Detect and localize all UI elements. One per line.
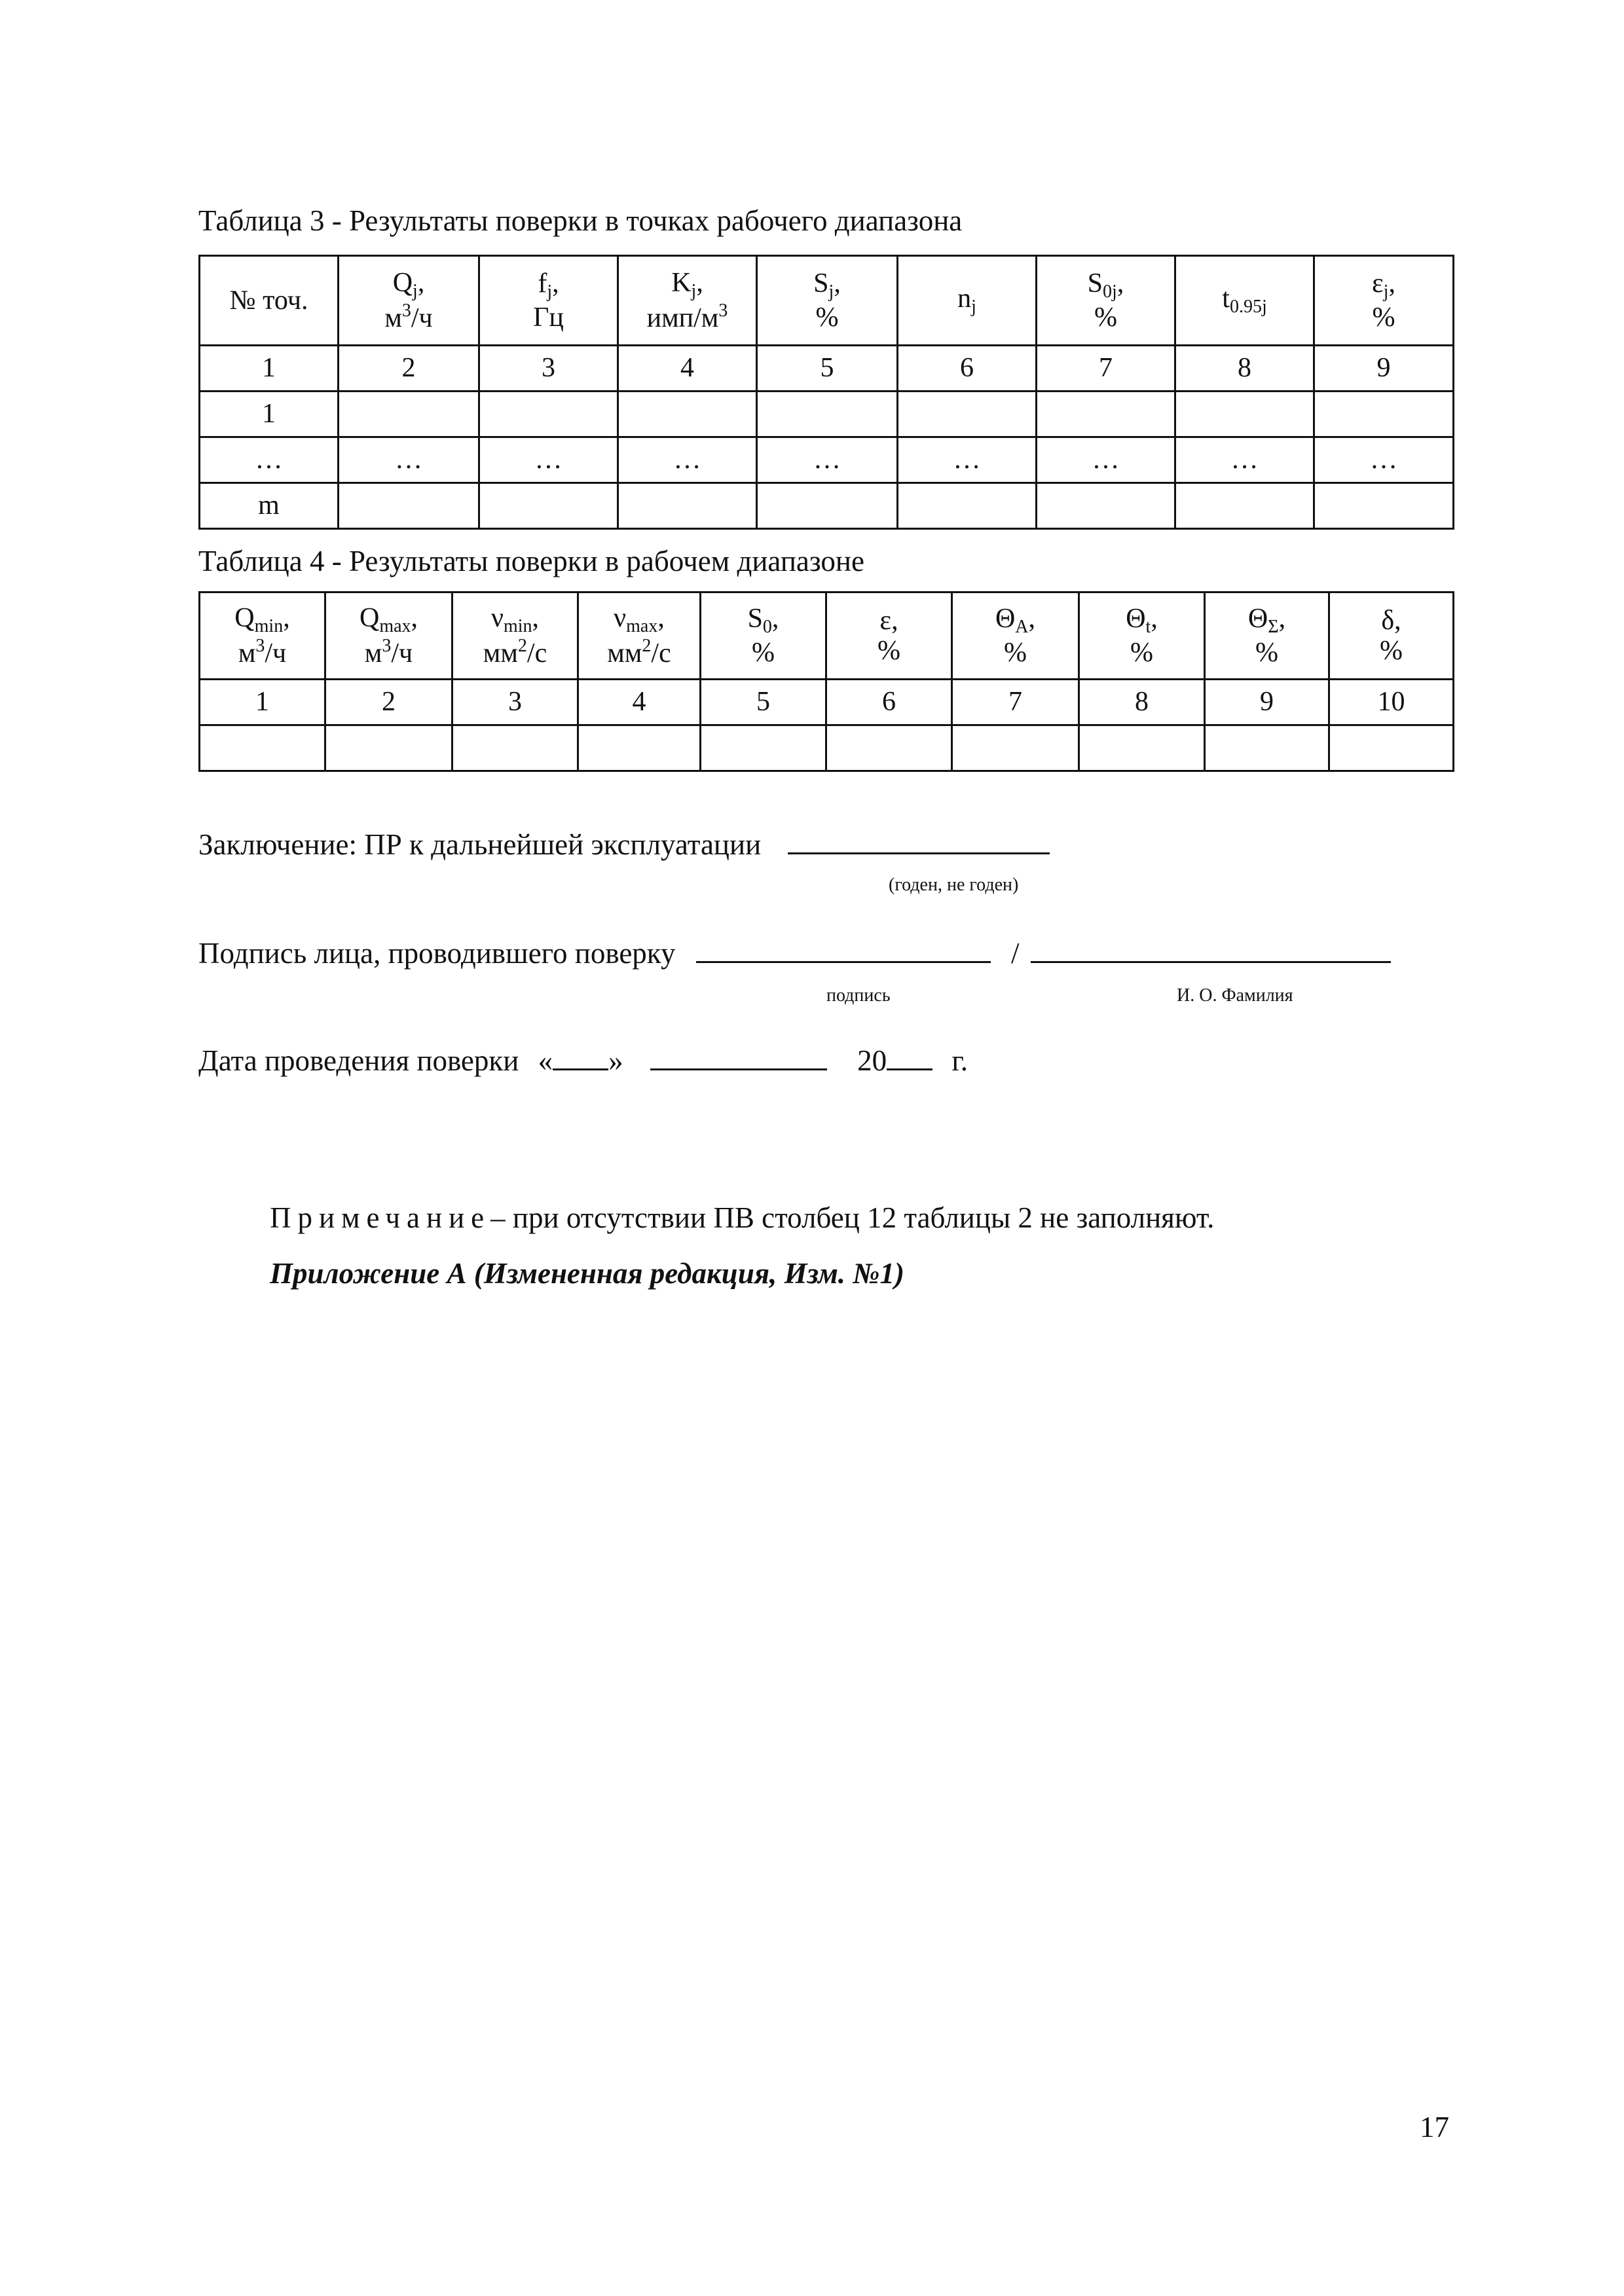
table-row [200,392,1454,437]
conclusion-label: Заключение: ПР к дальнейшей эксплуатации [198,828,762,861]
table4-header-cell [1205,592,1329,680]
date-open-quote: « [538,1044,553,1077]
header-unit [200,636,324,668]
header-symbol-subscript: t [1145,617,1151,637]
table3-header-cell [757,256,898,346]
header-unit-tail: /ч [265,638,287,669]
header-symbol-comma: , [1116,268,1124,299]
table-cell[interactable]: … [479,437,618,483]
header-symbol [326,603,451,637]
header-unit [326,636,451,668]
date-century: 20 [857,1044,887,1077]
header-unit [1037,302,1174,333]
header-symbol-comma: , [771,604,779,634]
table-cell[interactable] [618,483,757,529]
header-unit-superscript: 3 [382,636,392,657]
table-cell[interactable]: m [200,483,339,529]
header-unit-text: % [752,637,775,668]
name-blank[interactable] [1031,939,1391,963]
table3-body [200,392,1454,529]
header-unit-text: % [1094,302,1117,333]
header-symbol-subscript: 0j [1103,282,1117,302]
table4-header-cell [1329,592,1454,680]
column-number-cell: 3 [479,346,618,392]
signature-blank[interactable] [696,939,991,963]
header-symbol-main: K [671,267,692,298]
table-cell[interactable]: … [339,437,479,483]
table3-column-numbers-row [200,346,1454,392]
table-cell[interactable]: … [898,437,1037,483]
table4-body [200,725,1454,771]
header-symbol [1206,604,1328,638]
table-cell[interactable] [1314,392,1454,437]
table4-column-numbers-row [200,680,1454,725]
header-symbol-subscript: max [626,615,658,636]
header-symbol [1176,283,1313,318]
conclusion-blank[interactable] [788,830,1050,854]
header-symbol-main: № точ. [229,285,308,316]
table4-header-cell [826,592,952,680]
appendix-revision-note: Приложение А (Измененная редакция, Изм. №1) [270,1257,904,1290]
date-label: Дата проведения поверки [198,1044,519,1077]
table3-header-row [200,256,1454,346]
signature-line [198,939,1391,968]
table-cell[interactable] [898,483,1037,529]
table-cell[interactable] [618,392,757,437]
column-number-cell: 5 [757,346,898,392]
header-symbol-subscript: min [254,615,284,636]
header-unit [339,301,478,333]
column-number-cell: 8 [1175,346,1314,392]
header-symbol-main: Θ [1247,604,1268,634]
header-symbol-subscript: j [691,280,697,301]
column-number-cell: 9 [1205,680,1329,725]
header-symbol [701,604,825,638]
header-symbol-main: S [813,268,829,299]
table-cell[interactable]: … [200,437,339,483]
note [270,1203,1214,1233]
header-symbol-main: Θ [1126,604,1146,634]
header-unit-text: мм [607,638,642,669]
header-symbol-main: S [1087,268,1103,299]
table-cell[interactable] [479,483,618,529]
table-cell[interactable] [578,725,701,771]
header-symbol-comma: , [283,602,290,633]
header-symbol [619,268,756,302]
table3-header-cell [1314,256,1454,346]
table-row [200,725,1454,771]
table-cell[interactable] [325,725,452,771]
header-symbol [1330,606,1452,636]
header-symbol-main: n [957,283,972,314]
header-symbol [953,604,1078,638]
column-number-cell: 10 [1329,680,1454,725]
header-symbol-main: t [1222,283,1230,314]
column-number-cell: 6 [826,680,952,725]
header-symbol-subscript: j [828,282,834,302]
date-year-suffix: г. [951,1044,968,1077]
header-symbol [579,603,699,637]
column-number-cell: 5 [701,680,826,725]
signature-label: Подпись лица, проводившего поверку [198,937,676,970]
table4-header-cell [1079,592,1205,680]
header-symbol [1080,604,1204,638]
header-unit-superscript: 2 [517,636,527,657]
table-cell[interactable] [757,483,898,529]
header-unit-text: м [364,638,382,669]
table-cell[interactable] [1329,725,1454,771]
table3-header-cell [479,256,618,346]
table-cell[interactable] [898,392,1037,437]
header-unit-tail: /с [651,638,671,669]
signature-hint: подпись [826,985,891,1006]
table-cell[interactable]: … [757,437,898,483]
header-unit-text: % [1372,302,1395,333]
column-number-cell: 8 [1079,680,1205,725]
header-symbol-subscript: Σ [1268,617,1279,637]
header-symbol [200,603,324,637]
header-unit [758,302,896,333]
table3-header-cell [1037,256,1175,346]
header-symbol-subscript: max [379,615,411,636]
table-cell[interactable] [757,392,898,437]
header-unit [619,301,756,333]
column-number-cell: 3 [452,680,578,725]
column-number-cell: 6 [898,346,1037,392]
header-symbol [1315,268,1452,302]
signature-separator: / [1011,937,1020,970]
header-unit-text: мм [483,638,518,669]
header-symbol-subscript: A [1015,617,1029,637]
page-number: 17 [1420,2111,1449,2143]
name-hint: И. О. Фамилия [1177,985,1293,1006]
header-symbol [827,606,951,636]
header-symbol [339,268,478,302]
header-symbol-main: f [538,268,547,299]
table-cell[interactable] [1037,392,1175,437]
header-symbol-subscript: j [1383,282,1389,302]
header-symbol-subscript: j [413,280,418,301]
header-unit-text: % [815,302,839,333]
note-title: Примечание [270,1201,491,1234]
table-cell[interactable] [452,725,578,771]
header-symbol [453,603,577,637]
table3-header-cell [339,256,479,346]
date-year-blank[interactable] [887,1046,932,1070]
header-symbol-comma: , [834,268,841,299]
header-symbol-comma: , [657,602,665,633]
header-unit [453,636,577,668]
header-symbol-comma: , [1028,604,1036,634]
header-unit-superscript: 3 [718,301,728,321]
table-row [200,483,1454,529]
date-close-quote: » [608,1044,623,1077]
header-symbol-main: Θ [995,604,1016,634]
header-symbol-main: ε [1372,268,1384,299]
header-unit-text: % [877,636,900,666]
table-cell[interactable] [701,725,826,771]
header-unit [953,638,1078,668]
header-unit [1080,638,1204,668]
header-unit-superscript: 2 [642,636,652,657]
header-unit-text: % [1004,637,1027,668]
conclusion-hint: (годен, не годен) [889,875,1019,895]
table4-header-cell [200,592,325,680]
column-number-cell: 4 [618,346,757,392]
table3-header-cell [200,256,339,346]
header-symbol-comma: , [1151,604,1158,634]
header-unit-tail: /ч [411,303,433,334]
header-symbol-comma: , [552,268,559,299]
header-symbol-main: ν [614,602,627,633]
column-number-cell: 4 [578,680,701,725]
table-cell[interactable]: … [1037,437,1175,483]
date-month-blank[interactable] [650,1046,827,1070]
header-unit-superscript: 3 [401,301,411,321]
table-cell[interactable] [826,725,952,771]
table-cell[interactable] [1175,392,1314,437]
header-unit [701,638,825,668]
header-symbol [1037,268,1174,302]
header-unit-text: имп/м [646,303,719,334]
column-number-cell: 9 [1314,346,1454,392]
date-line [198,1046,968,1076]
header-symbol-subscript: min [503,615,532,636]
header-symbol-main: Q [234,602,255,633]
table-cell[interactable] [1205,725,1329,771]
table-cell[interactable]: … [1175,437,1314,483]
conclusion-line [198,830,1050,860]
header-symbol [200,285,337,316]
table-cell[interactable] [200,725,325,771]
header-unit [1330,636,1452,666]
table3 [198,255,1454,530]
column-number-cell: 2 [339,346,479,392]
header-symbol-comma: , [1394,605,1401,636]
column-number-cell: 1 [200,680,325,725]
header-symbol-comma: , [696,267,703,298]
header-unit-text: % [1380,636,1403,666]
header-symbol-comma: , [532,602,540,633]
header-unit [827,636,951,666]
table-cell[interactable] [479,392,618,437]
table4-header-cell [701,592,826,680]
table-cell[interactable] [1175,483,1314,529]
header-symbol-main: S [747,604,763,634]
table4-header-row [200,592,1454,680]
table4 [198,591,1454,772]
header-symbol-comma: , [417,267,425,298]
header-symbol-comma: , [1278,604,1286,634]
header-unit-tail: /ч [391,638,413,669]
header-symbol-comma: , [1388,268,1395,299]
header-unit [1315,302,1452,333]
table-cell[interactable] [952,725,1079,771]
table-cell[interactable] [339,392,479,437]
header-symbol [758,268,896,302]
column-number-cell: 1 [200,346,339,392]
header-unit-text: Гц [533,302,564,333]
header-symbol-subscript: j [971,297,976,318]
table3-caption: Таблица 3 - Результаты поверки в точках рабочего диапазона [198,204,963,237]
header-symbol-subscript: j [547,282,553,302]
note-text: – при отсутствии ПВ столбец 12 таблицы 2 не заполняют. [490,1201,1215,1234]
header-symbol-main: Q [392,267,413,298]
header-symbol [898,283,1035,318]
column-number-cell: 2 [325,680,452,725]
table-cell[interactable] [1037,483,1175,529]
table4-header-cell [452,592,578,680]
table3-header-cell [1175,256,1314,346]
header-symbol-subscript: 0 [762,617,772,637]
header-symbol-comma: , [891,605,898,636]
date-day-blank[interactable] [553,1046,608,1070]
header-unit-text: % [1255,637,1278,668]
header-unit [1206,638,1328,668]
table-cell[interactable] [339,483,479,529]
table-cell[interactable]: … [1314,437,1454,483]
header-unit [480,302,617,333]
header-unit-text: м [384,303,402,334]
table-cell[interactable] [1079,725,1205,771]
table-cell[interactable]: 1 [200,392,339,437]
table3-header-cell [898,256,1037,346]
header-unit-text: % [1130,637,1153,668]
header-unit [579,636,699,668]
table4-header-cell [952,592,1079,680]
header-symbol-main: ε [879,605,892,636]
header-symbol-main: ν [490,602,504,633]
header-symbol-subscript: 0.95j [1229,297,1267,318]
header-unit-tail: /с [526,638,547,669]
table-cell[interactable]: … [618,437,757,483]
column-number-cell: 7 [1037,346,1175,392]
header-symbol-main: Q [359,602,380,633]
header-symbol [480,268,617,302]
table-cell[interactable] [1314,483,1454,529]
column-number-cell: 7 [952,680,1079,725]
table-row [200,437,1454,483]
header-symbol-comma: , [411,602,418,633]
table4-header-cell [325,592,452,680]
header-unit-text: м [238,638,256,669]
table4-caption: Таблица 4 - Результаты поверки в рабочем диапазоне [198,545,864,577]
header-symbol-main: δ [1381,605,1395,636]
table3-header-cell [618,256,757,346]
table4-header-cell [578,592,701,680]
header-unit-superscript: 3 [255,636,265,657]
